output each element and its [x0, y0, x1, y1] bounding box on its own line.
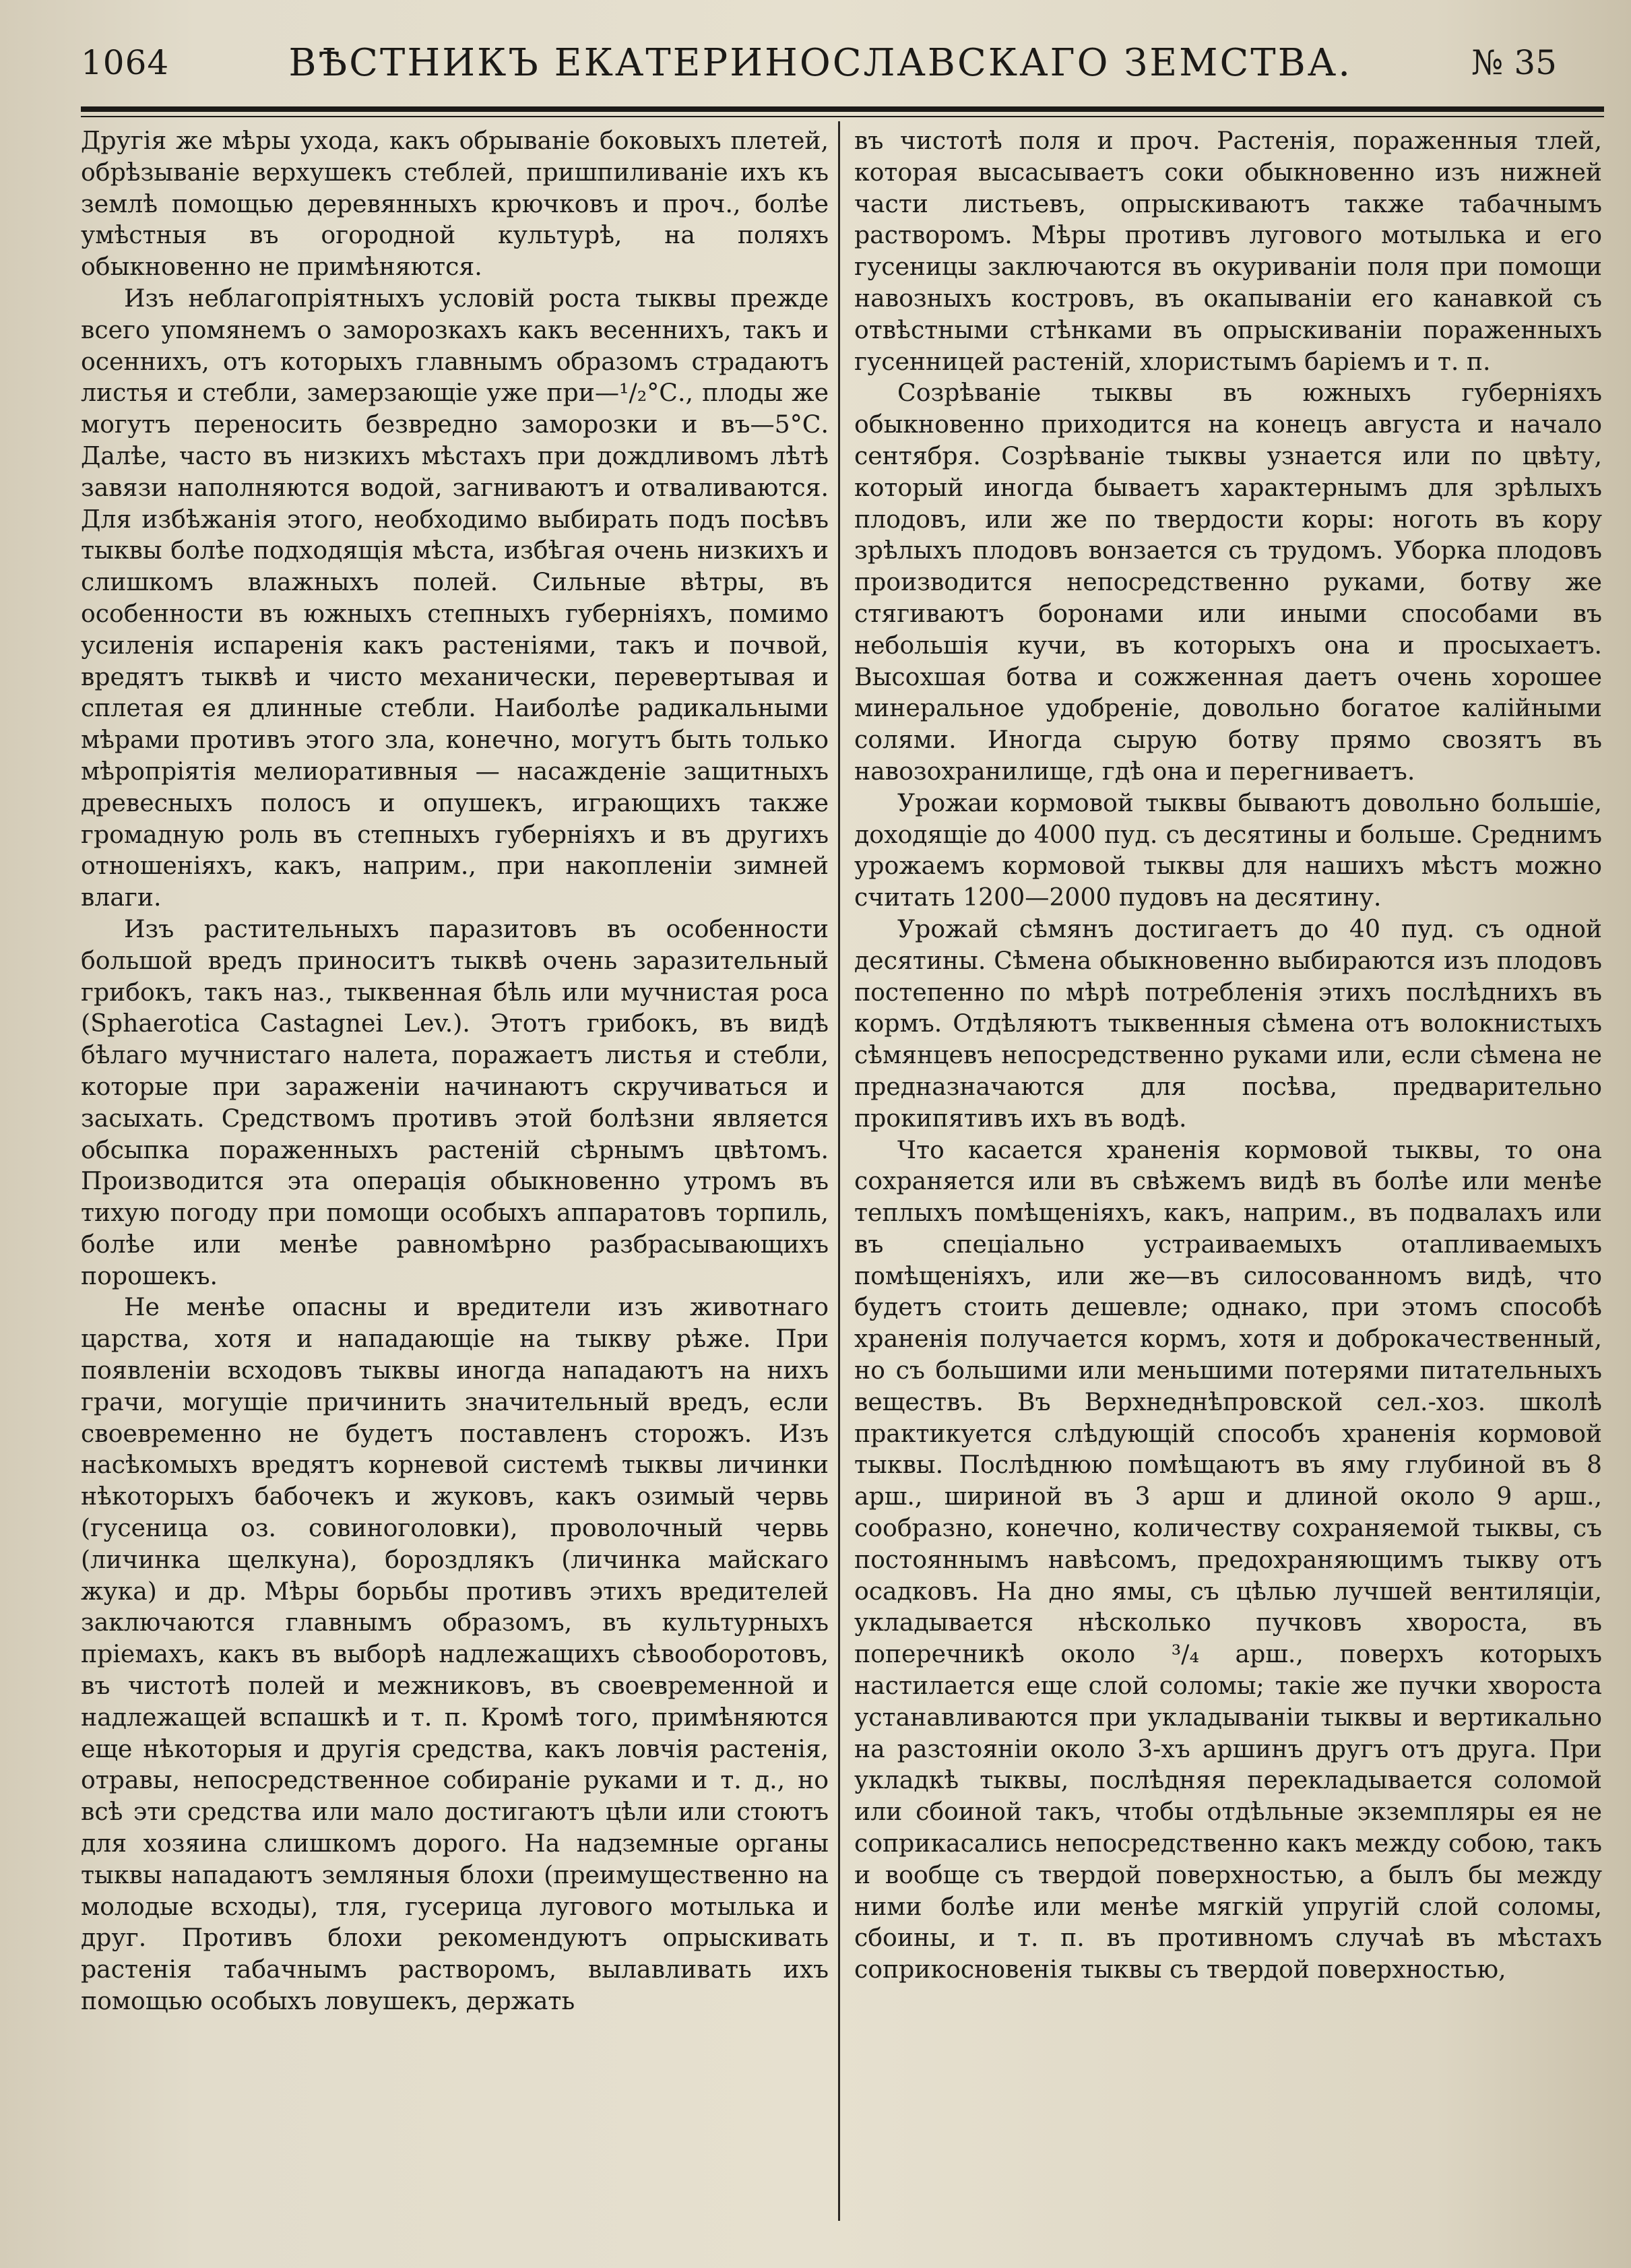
issue-number: № 35 — [1471, 43, 1557, 82]
running-header — [81, 26, 1557, 100]
journal-title: ВѢСТНИКЪ ЕКАТЕРИНОСЛАВСКАГО ЗЕМСТВА. — [288, 40, 1353, 85]
right-paragraph-5: Что касается храненія кормовой тыквы, то она сохраняется или въ свѣжемъ видѣ въ болѣе или менѣе теплыхъ помѣщеніяхъ, какъ, наприм., въ подвалахъ или въ спеціально устраиваемыхъ отапливаемыхъ помѣщеніяхъ, или же—въ силосованномъ видѣ, что будетъ стоить дешевле; однако, при этомъ способѣ храненія получается кормъ, хотя и доброкачественный, но съ большими или меньшими потерями питательныхъ веществъ. Въ Верхнеднѣпровской сел.-хоз. школѣ практикуется слѣдующій способъ храненія кормовой тыквы. Послѣднюю помѣщаютъ въ яму глубиной въ 8 арш., шириной въ 3 арш и длиной около 9 арш., сообразно, конечно, количеству сохраняемой тыквы, съ постояннымъ навѣсомъ, предохраняющимъ тыкву отъ осадковъ. На дно ямы, съ цѣлью лучшей вентиляціи, укладывается нѣсколько пучковъ хвороста, въ поперечникѣ около ³/₄ арш., поверхъ которыхъ настилается еще слой соломы; такіе же пучки хвороста устанавливаются при укладываніи тыквы и вертикально на разстояніи около 3-хъ аршинъ другъ отъ друга. При укладкѣ тыквы, послѣдняя перекладывается соломой или сбоиной такъ, чтобы отдѣльные экземпляры ея не соприкасались непосредственно какъ между собою, такъ и вообще съ твердой поверхностью, а былъ бы между ними болѣе или менѣе мягкій упругій слой соломы, сбоины, и т. п. въ противномъ случаѣ въ мѣстахъ соприкосновенія тыквы съ твердой поверхностью, — [854, 1135, 1602, 1984]
header-rule-thick — [81, 106, 1604, 112]
header-rule-thin — [81, 116, 1604, 117]
right-paragraph-2: Созрѣваніе тыквы въ южныхъ губерніяхъ обыкновенно приходится на конецъ августа и начало сентября. Созрѣваніе тыквы узнается или по цвѣту, который иногда бываетъ характернымъ для зрѣлыхъ плодовъ, или же по твердости коры: ноготь въ кору зрѣлыхъ плодовъ вонзается съ трудомъ. Уборка плодовъ производится непосредственно руками, ботву же стягиваютъ боронами или иными способами въ небольшія кучи, въ которыхъ она и просыхаетъ. Высохшая ботва и сожженная даетъ очень хорошее минеральное удобреніе, довольно богатое калійными солями. Иногда сырую ботву прямо свозятъ въ навозохранилище, гдѣ она и перегниваетъ. — [854, 378, 1602, 786]
page-number: 1064 — [81, 43, 170, 82]
right-column — [854, 125, 1602, 2241]
left-column — [81, 125, 829, 2241]
left-paragraph-3: Изъ растительныхъ паразитовъ въ особенности большой вредъ приноситъ тыквѣ очень заразительный грибокъ, такъ наз., тыквенная бѣль или мучнистая роса (Sphaerotica Castagnei Lev.). Этотъ грибокъ, въ видѣ бѣлаго мучнистаго налета, поражаетъ листья и стебли, которые при зараженіи начинаютъ скручиваться и засыхать. Средствомъ противъ этой болѣзни является обсыпка пораженныхъ растеній сѣрнымъ цвѣтомъ. Производится эта операція обыкновенно утромъ въ тихую погоду при помощи особыхъ аппаратовъ торпиль, болѣе или менѣе равномѣрно разбрасывающихъ порошекъ. — [81, 914, 829, 1290]
left-paragraph-2: Изъ неблагопріятныхъ условій роста тыквы прежде всего упомянемъ о заморозкахъ какъ весеннихъ, такъ и осеннихъ, отъ которыхъ главнымъ образомъ страдаютъ листья и стебли, замерзающіе уже при—¹/₂°С., плоды же могутъ переносить безвредно заморозки и въ—5°С. Далѣе, часто въ низкихъ мѣстахъ при дождливомъ лѣтѣ завязи наполняются водой, загниваютъ и отваливаются. Для избѣжанія этого, необходимо выбирать подъ посѣвъ тыквы болѣе подходящія мѣста, избѣгая очень низкихъ и слишкомъ влажныхъ полей. Сильные вѣтры, въ особенности въ южныхъ степныхъ губерніяхъ, помимо усиленія испаренія какъ растеніями, такъ и почвой, вредятъ тыквѣ и чисто механически, перевертывая и сплетая ея длинные стебли. Наиболѣе радикальными мѣрами противъ этого зла, конечно, могутъ быть только мѣропріятія мелиоративныя — насажденіе защитныхъ древесныхъ полосъ и опушекъ, играющихъ также громадную роль въ степныхъ губерніяхъ и въ другихъ отношеніяхъ, какъ, наприм., при накопленіи зимней влаги. — [81, 283, 829, 912]
right-paragraph-3: Урожаи кормовой тыквы бываютъ довольно большіе, доходящіе до 4000 пуд. съ десятины и больше. Среднимъ урожаемъ кормовой тыквы для нашихъ мѣстъ можно считать 1200—2000 пудовъ на десятину. — [854, 788, 1602, 912]
left-paragraph-1: Другія же мѣры ухода, какъ обрываніе боковыхъ плетей, обрѣзываніе верхушекъ стеблей, пришпиливаніе ихъ къ землѣ помощью деревянныхъ крючковъ и проч., болѣе умѣстныя въ огородной культурѣ, на поляхъ обыкновенно не примѣняются. — [81, 126, 829, 282]
right-paragraph-4: Урожай сѣмянъ достигаетъ до 40 пуд. съ одной десятины. Сѣмена обыкновенно выбираются изъ плодовъ постепенно по мѣрѣ потребленія этихъ послѣднихъ въ кормъ. Отдѣляютъ тыквенныя сѣмена отъ волокнистыхъ сѣмянцевъ непосредственно руками или, если сѣмена не предназначаются для посѣва, предварительно прокипятивъ ихъ въ водѣ. — [854, 914, 1602, 1133]
right-paragraph-1: въ чистотѣ поля и проч. Растенія, пораженныя тлей, которая высасываетъ соки обыкновенно изъ нижней части листьевъ, опрыскиваютъ также табачнымъ растворомъ. Мѣры противъ лугового мотылька и его гусеницы заключаются въ окуриваніи поля при помощи навозныхъ костровъ, въ окапываніи его канавкой съ отвѣстными стѣнками въ опрыскиваніи пораженныхъ гусенницей растеній, хлористымъ баріемъ и т. п. — [854, 126, 1602, 376]
column-divider — [838, 121, 840, 2221]
left-paragraph-4: Не менѣе опасны и вредители изъ животнаго царства, хотя и нападающіе на тыкву рѣже. При появленіи всходовъ тыквы иногда нападаютъ на нихъ грачи, могущіе причинить значительный вредъ, если своевременно не будетъ поставленъ сторожъ. Изъ насѣкомыхъ вредятъ корневой системѣ тыквы личинки нѣкоторыхъ бабочекъ и жуковъ, какъ озимый червь (гусеница оз. совиноголовки), проволочный червь (личинка щелкуна), бороздлякъ (личинка майскаго жука) и др. Мѣры борьбы противъ этихъ вредителей заключаются главнымъ образомъ, въ культурныхъ пріемахъ, какъ въ выборѣ надлежащихъ сѣвооборотовъ, въ чистотѣ полей и межниковъ, въ своевременной и надлежащей вспашкѣ и т. п. Кромѣ того, примѣняются еще нѣкоторыя и другія средства, какъ ловчія растенія, отравы, непосредственное собираніе руками и т. д., но всѣ эти средства или мало достигаютъ цѣли или стоютъ для хозяина слишкомъ дорого. На надземные органы тыквы нападаютъ земляныя блохи (преимущественно на молодые всходы), тля, гусерица лугового мотылька и друг. Противъ блохи рекомендуютъ опрыскивать растенія табачнымъ растворомъ, вылавливать ихъ помощью особыхъ ловушекъ, держать — [81, 1292, 829, 2016]
